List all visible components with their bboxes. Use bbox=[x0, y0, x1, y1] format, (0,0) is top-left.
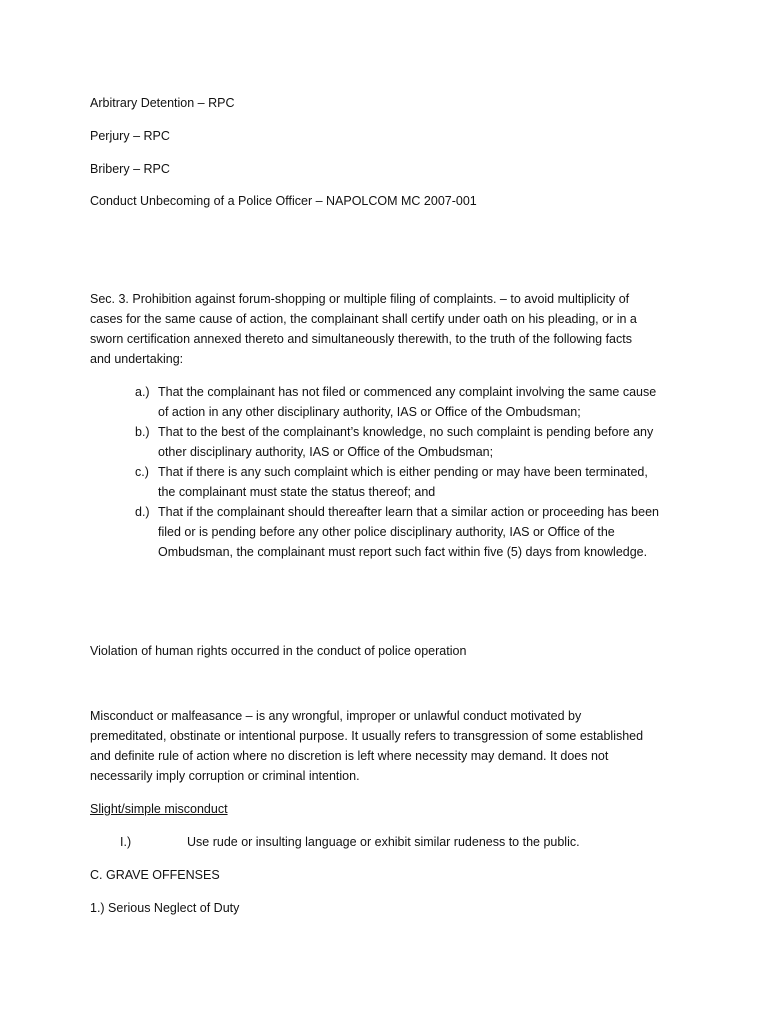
roman-list-marker: I.) bbox=[120, 835, 132, 849]
list-item-line: Ombudsman, the complainant must report such fact within five (5) days from knowledge. bbox=[158, 545, 648, 559]
sec3-line: and undertaking: bbox=[90, 352, 184, 366]
list-item-line: other disciplinary authority, IAS or Office of the Ombudsman; bbox=[158, 445, 494, 459]
offense-conduct-unbecoming: Conduct Unbecoming of a Police Officer – NAPOLCOM MC 2007-001 bbox=[90, 194, 477, 208]
slight-misconduct-heading: Slight/simple misconduct bbox=[90, 802, 228, 816]
list-marker: b.) bbox=[135, 425, 150, 439]
misconduct-line: premeditated, obstinate or intentional purpose. It usually refers to transgression of some established bbox=[90, 729, 644, 743]
list-item-line: That if the complainant should thereafter learn that a similar action or proceeding has been bbox=[158, 505, 659, 519]
list-item-d bbox=[135, 502, 695, 562]
offense-arbitrary-detention: Arbitrary Detention – RPC bbox=[90, 96, 235, 110]
sec3-paragraph bbox=[90, 289, 680, 369]
list-item-a bbox=[135, 382, 695, 422]
list-item-line: the complainant must state the status thereof; and bbox=[158, 485, 436, 499]
list-item-line: That the complainant has not filed or commenced any complaint involving the same cause bbox=[158, 385, 657, 399]
list-item-line: That to the best of the complainant’s knowledge, no such complaint is pending before any bbox=[158, 425, 654, 439]
sec3-line: sworn certification annexed thereto and simultaneously therewith, to the truth of the following facts bbox=[90, 332, 632, 346]
offense-perjury: Perjury – RPC bbox=[90, 129, 170, 143]
sec3-line: Sec. 3. Prohibition against forum-shopping or multiple filing of complaints. – to avoid multiplicity of bbox=[90, 292, 630, 306]
roman-list-text: Use rude or insulting language or exhibit similar rudeness to the public. bbox=[187, 835, 580, 849]
misconduct-line: necessarily imply corruption or criminal intention. bbox=[90, 769, 360, 783]
violation-statement: Violation of human rights occurred in the conduct of police operation bbox=[90, 644, 467, 658]
offense-bribery: Bribery – RPC bbox=[90, 162, 170, 176]
list-item-line: of action in any other disciplinary authority, IAS or Office of the Ombudsman; bbox=[158, 405, 581, 419]
list-item-b bbox=[135, 422, 695, 462]
misconduct-paragraph bbox=[90, 706, 680, 786]
misconduct-line: and definite rule of action where no discretion is left where necessity may demand. It does not bbox=[90, 749, 609, 763]
list-marker: c.) bbox=[135, 465, 149, 479]
serious-neglect-heading: 1.) Serious Neglect of Duty bbox=[90, 901, 240, 915]
list-marker: d.) bbox=[135, 505, 150, 519]
sec3-line: cases for the same cause of action, the complainant shall certify under oath on his pleading, or in a bbox=[90, 312, 637, 326]
grave-offenses-heading: C. GRAVE OFFENSES bbox=[90, 868, 220, 882]
list-marker: a.) bbox=[135, 385, 150, 399]
misconduct-line: Misconduct or malfeasance – is any wrongful, improper or unlawful conduct motivated by bbox=[90, 709, 582, 723]
list-item-line: That if there is any such complaint which is either pending or may have been terminated, bbox=[158, 465, 648, 479]
list-item-c bbox=[135, 462, 695, 502]
list-item-line: filed or is pending before any other police disciplinary authority, IAS or Office of the bbox=[158, 525, 615, 539]
